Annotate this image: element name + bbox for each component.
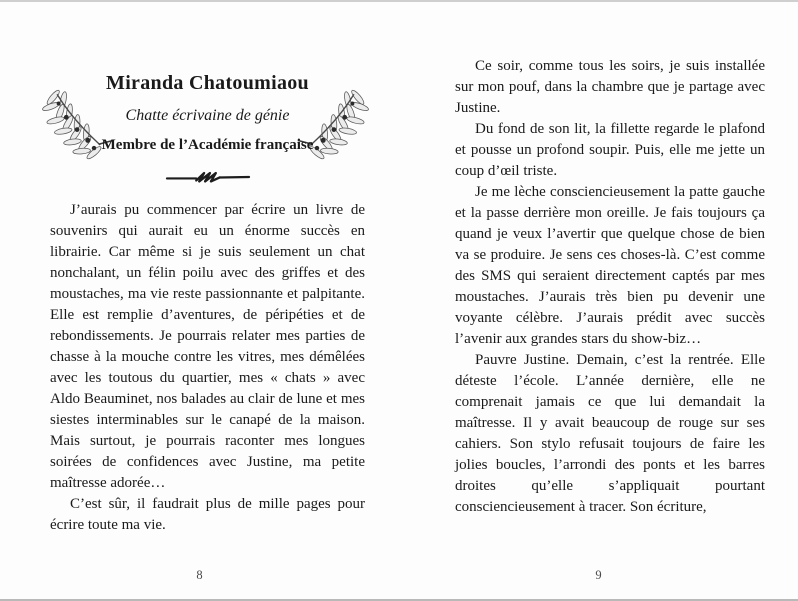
- paragraph: Pauvre Justine. Demain, c’est la rentrée. Elle déteste l’école. L’année dernière, elle ne comprenait jamais ce que lui demandait la maîtresse. Il y avait beaucoup de rouge sur ses cahiers. Son stylo refusait toujours de faire les jolies boucles, l’arrondi des ponts et les barres droites qu’elle s’appliquait pourtant consciencieusement à tracer. Son écriture,: [455, 352, 765, 515]
- chapter-affiliation: Membre de l’Académie française: [101, 137, 314, 153]
- page-number-right: 9: [595, 568, 602, 582]
- paragraph: Ce soir, comme tous les soirs, je suis installée sur mon pouf, dans la chambre que je partage avec Justine.: [455, 58, 765, 116]
- left-page-text: [50, 200, 365, 536]
- paragraph: J’aurais pu commencer par écrire un livre de souvenirs qui aurait eu un énorme succès en librairie. Car même si je suis seulement un chat nonchalant, un félin poilu avec des griffes et des moustaches, ma vie reste passionnante et palpitante. Elle est remplie d’aventures, de péripéties et de rebondissements. Je pourrais relater mes parties de chasse à la mouche contre les vitres, mes démêlées avec les toutous du quartier, mes « chats » avec Aldo Beauminet, nos balades au clair de lune et mes siestes interminables sur le canapé de la maison. Mais surtout, je pourrais raconter mes longues soirées de confidences avec Justine, ma petite maîtresse adorée…: [50, 202, 365, 491]
- ornamental-divider: [50, 169, 365, 185]
- chapter-subtitle: Chatte écrivaine de génie: [125, 107, 290, 124]
- paragraph: C’est sûr, il faudrait plus de mille pages pour écrire toute ma vie.: [50, 496, 365, 533]
- right-page-text: [455, 56, 765, 518]
- chapter-header: [50, 72, 365, 185]
- rope-twist-divider-icon: [165, 169, 251, 185]
- paragraph: Je me lèche consciencieusement la patte gauche et la passe derrière mon oreille. Je fais toujours ça quand je veux l’avertir que quelque chose de bien va se produire. Je sens ces choses-là. C’est comme des SMS qui seraient directement captés par mes moustaches. J’aurais très bien pu devenir une voyante célèbre. J’aurais prédit avec succès l’avenir aux grandes stars du show-biz…: [455, 184, 765, 347]
- paragraph: Du fond de son lit, la fillette regarde le plafond et pousse un profond soupir. Puis, elle me jette un coup d’œil triste.: [455, 121, 765, 179]
- chapter-title: Miranda Chatoumiaou: [106, 72, 309, 94]
- page-number-left: 8: [196, 568, 203, 582]
- page-right: [399, 0, 798, 601]
